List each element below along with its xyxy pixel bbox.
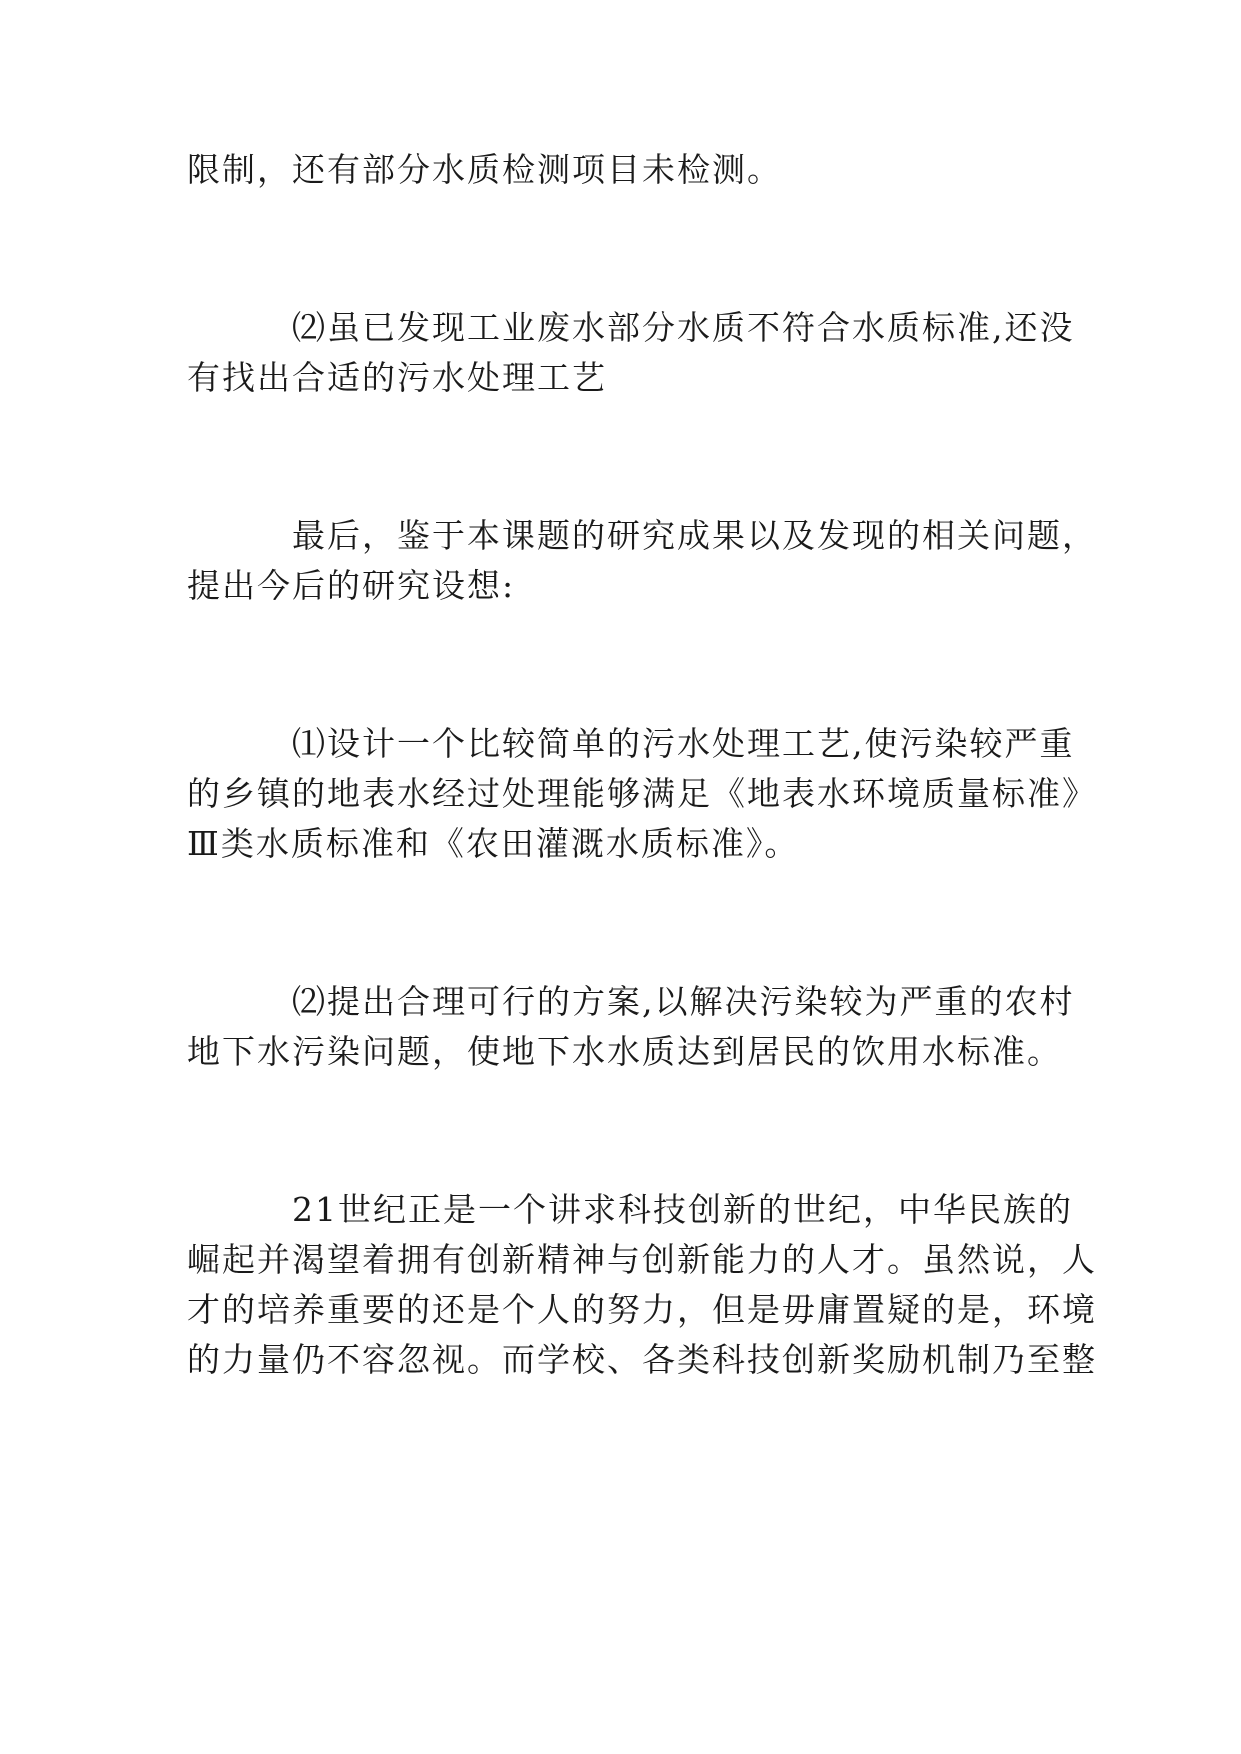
paragraph-1-line-1: 限制，还有部分水质检测项目未检测。	[187, 150, 782, 189]
paragraph-6-line-4: 的力量仍不容忽视。而学校、各类科技创新奖励机制乃至整	[187, 1340, 1097, 1379]
paragraph-3-line-1: 最后，鉴于本课题的研究成果以及发现的相关问题，	[292, 516, 1097, 555]
paragraph-4-line-1: ⑴设计一个比较简单的污水处理工艺,使污染较严重	[292, 724, 1075, 763]
paragraph-2-line-2: 有找出合适的污水处理工艺	[187, 358, 607, 397]
paragraph-5-line-2: 地下水污染问题，使地下水水质达到居民的饮用水标准。	[187, 1032, 1062, 1071]
paragraph-6-line-1: 21世纪正是一个讲求科技创新的世纪，中华民族的	[292, 1190, 1073, 1229]
paragraph-3-line-2: 提出今后的研究设想:	[187, 566, 516, 605]
paragraph-6-line-2: 崛起并渴望着拥有创新精神与创新能力的人才。虽然说，人	[187, 1240, 1097, 1279]
paragraph-4-line-3: Ⅲ类水质标准和《农田灌溉水质标准》。	[187, 824, 800, 863]
paragraph-6-line-3: 才的培养重要的还是个人的努力，但是毋庸置疑的是，环境	[187, 1290, 1097, 1329]
paragraph-4-line-2: 的乡镇的地表水经过处理能够满足《地表水环境质量标准》	[187, 774, 1097, 813]
paragraph-2-line-1: ⑵虽已发现工业废水部分水质不符合水质标准,还没	[292, 308, 1075, 347]
paragraph-5-line-1: ⑵提出合理可行的方案,以解决污染较为严重的农村	[292, 982, 1075, 1021]
